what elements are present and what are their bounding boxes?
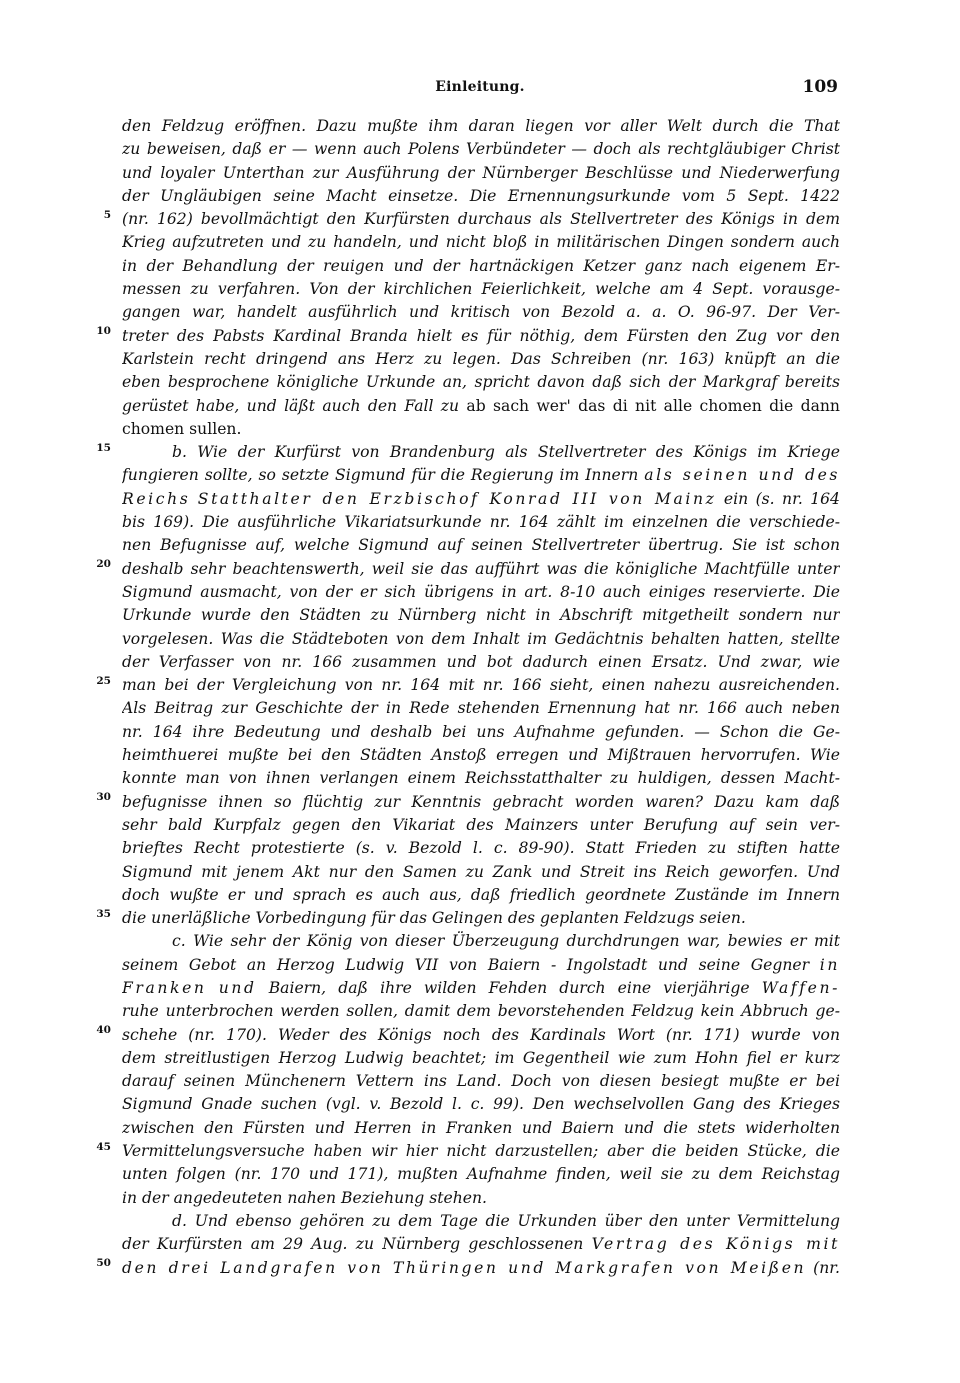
text-line: zu beweisen, daß er — wenn auch Polens Verbündeter — doch als rechtgläubiger Christ: [122, 140, 840, 159]
text-line: in der angedeuteten nahen Beziehung stehen.: [122, 1188, 487, 1207]
text-segment: seinem Gebot an Herzog Ludwig VII von Baiern - Ingolstadt und seine Gegner: [122, 955, 810, 974]
line-number: 30: [96, 791, 111, 803]
spaced-text: und: [218, 978, 257, 997]
text-line: Urkunde wurde den Städten zu Nürnberg nicht in Abschrift mitgetheilt sondern nur: [122, 606, 840, 625]
body-text: [122, 115, 840, 1280]
line-number: 10: [96, 325, 111, 337]
text-line: treter des Pabsts Kardinal Branda hielt es für nöthig, dem Fürsten den Zug vor den: [122, 326, 840, 345]
text-line: brieftes Recht protestierte (s. v. Bezold l. c. 89-90). Statt Frieden zu stiften hatte: [122, 839, 840, 858]
text-segment: gerüstet habe, und läßt auch den Fall zu: [122, 396, 460, 415]
text-line: eben besprochene königliche Urkunde an, spricht davon daß sich der Markgraf bereits: [122, 373, 840, 392]
quoted-text: ab sach wer' das di nit alle chomen die dann: [466, 396, 840, 415]
line-number: 35: [96, 908, 111, 920]
paragraph-b-first-line: b. Wie der Kurfürst von Brandenburg als Stellvertreter des Königs im Kriege: [172, 443, 840, 462]
text-line: zwischen den Fürsten und Herren in Franken und Baiern und die stets widerholten: [122, 1118, 840, 1137]
text-line: [122, 954, 840, 977]
text-line: [122, 1233, 840, 1256]
text-segment: (nr.: [813, 1258, 840, 1277]
line-number: 25: [96, 675, 111, 687]
line-number: 20: [96, 558, 111, 570]
text-line: deshalb sehr beachtenswerth, weil sie das aufführt was die königliche Machtfülle unter: [122, 559, 840, 578]
text-line: bis 169). Die ausführliche Vikariatsurkunde nr. 164 zählt im einzelnen die verschiede-: [122, 513, 840, 532]
text-line: Sigmund ausmacht, von der er sich übrigens in art. 8-10 auch einiges reservierte. Die: [122, 582, 840, 601]
spaced-text: Franken: [122, 978, 207, 997]
text-line: ruhe unterbrochen werden sollen, damit dem bevorstehenden Feldzug kein Abbruch ge-: [122, 1002, 840, 1021]
text-segment: fungieren sollte, so setzte Sigmund für die Regierung im Innern: [122, 466, 639, 485]
text-line: gangen war, handelt ausführlich und kritisch von Bezold a. a. O. 96-97. Der Ver-: [122, 303, 840, 322]
text-line: [122, 488, 840, 511]
spaced-text: Statthalter den Erzbischof Konrad III von Mainz: [197, 489, 717, 508]
line-number: 5: [103, 209, 111, 221]
spaced-text: Reichs: [122, 489, 191, 508]
text-line: und loyaler Unterthan zur Ausführung der Nürnberger Beschlüsse und Niederwerfung: [122, 163, 840, 182]
text-segment: ein (s. nr. 164: [723, 489, 840, 508]
line-number: 15: [96, 442, 111, 454]
text-line: befugnisse ihnen so flüchtig zur Kenntnis gebracht worden waren? Dazu kam daß: [122, 792, 840, 811]
text-line: Als Beitrag zur Geschichte der in Rede stehenden Ernennung hat nr. 166 auch neben: [122, 699, 840, 718]
text-line: unten folgen (nr. 170 und 171), mußten Aufnahme finden, weil sie zu dem Reichstag: [122, 1165, 840, 1184]
text-line: Sigmund Gnade suchen (vgl. v. Bezold l. c. 99). Den wechselvollen Gang des Krieges: [122, 1095, 840, 1114]
text-line: chomen sullen.: [122, 419, 242, 438]
paragraph-c-first-line: c. Wie sehr der König von dieser Überzeugung durchdrungen war, bewies er mit: [172, 932, 840, 951]
paragraph-d-first-line: d. Und ebenso gehören zu dem Tage die Urkunden über den unter Vermittelung: [172, 1211, 840, 1230]
spaced-text: den drei Landgrafen von Thüringen und Markgrafen von Meißen: [122, 1258, 807, 1277]
text-line: der Ungläubigen seine Macht einsetze. Die Ernennungsurkunde vom 5 Sept. 1422: [122, 186, 840, 205]
page-number: 109: [802, 77, 838, 97]
text-line: [122, 1257, 840, 1280]
line-number: 45: [96, 1141, 111, 1153]
text-line: der Verfasser von nr. 166 zusammen und bot dadurch einen Ersatz. Und zwar, wie: [122, 652, 840, 671]
text-line: man bei der Vergleichung von nr. 164 mit nr. 166 sieht, einen nahezu ausreichenden.: [122, 676, 840, 695]
spaced-text: Waffen-: [761, 978, 840, 997]
text-line: konnte man von ihnen verlangen einem Reichsstatthalter zu huldigen, dessen Macht-: [122, 769, 840, 788]
text-line: doch wußte er und sprach es auch aus, daß friedlich geordnete Zustände im Innern: [122, 885, 840, 904]
text-line: Sigmund mit jenem Akt nur den Samen zu Zank und Streit ins Reich geworfen. Und: [122, 862, 840, 881]
text-line: nen Befugnisse auf, welche Sigmund auf seinen Stellvertreter übertrug. Sie ist schon: [122, 536, 840, 555]
text-segment: Baiern, daß ihre wilden Fehden durch eine vierjährige: [268, 978, 750, 997]
text-line: (nr. 162) bevollmächtigt den Kurfürsten durchaus als Stellvertreter des Königs in dem: [122, 210, 840, 229]
text-line: sehr bald Kurpfalz gegen den Vikariat des Mainzers unter Berufung auf sein ver-: [122, 815, 840, 834]
text-line: Krieg aufzutreten und zu handeln, und nicht bloß in militärischen Dingen sondern auch: [122, 233, 840, 252]
text-line: [122, 395, 840, 418]
text-line: heimthuerei mußte bei den Städten Anstoß erregen und Mißtrauen hervorrufen. Wie: [122, 746, 840, 765]
text-line: in der Behandlung der reuigen und der hartnäckigen Ketzer ganz nach eigenem Er-: [122, 256, 840, 275]
text-line: [122, 977, 840, 1000]
text-line: schehe (nr. 170). Weder des Königs noch des Kardinals Wort (nr. 171) wurde von: [122, 1025, 840, 1044]
text-line: nr. 164 ihre Bedeutung und deshalb bei uns Aufnahme gefunden. — Schon die Ge-: [122, 722, 840, 741]
text-line: darauf seinen Münchenern Vettern ins Land. Doch von diesen besiegt mußte er bei: [122, 1072, 840, 1091]
text-line: Vermittelungsversuche haben wir hier nicht darzustellen; aber die beiden Stücke, die: [122, 1142, 840, 1161]
text-line: den Feldzug eröffnen. Dazu mußte ihm daran liegen vor aller Welt durch die That: [122, 117, 840, 135]
text-line: vorgelesen. Was die Städteboten von dem Inhalt im Gedächtnis behalten hatten, stellte: [122, 629, 840, 648]
line-number: 50: [96, 1257, 111, 1269]
spaced-text: als seinen und des: [644, 466, 840, 485]
spaced-text: in: [819, 955, 840, 974]
text-line: Karlstein recht dringend ans Herz zu legen. Das Schreiben (nr. 163) knüpft an die: [122, 349, 840, 368]
spaced-text: Vertrag des Königs mit: [591, 1235, 840, 1254]
text-line: [122, 464, 840, 487]
text-line: messen zu verfahren. Von der kirchlichen Feierlichkeit, welche am 4 Sept. vorausge-: [122, 280, 840, 299]
running-header-title: Einleitung.: [435, 79, 525, 95]
text-line: die unerläßliche Vorbedingung für das Gelingen des geplanten Feldzugs seien.: [122, 909, 746, 928]
text-line: dem streitlustigen Herzog Ludwig beachtet; im Gegentheil wie zum Hohn fiel er kurz: [122, 1048, 840, 1067]
line-number: 40: [96, 1024, 111, 1036]
text-segment: der Kurfürsten am 29 Aug. zu Nürnberg geschlossenen: [122, 1235, 584, 1254]
